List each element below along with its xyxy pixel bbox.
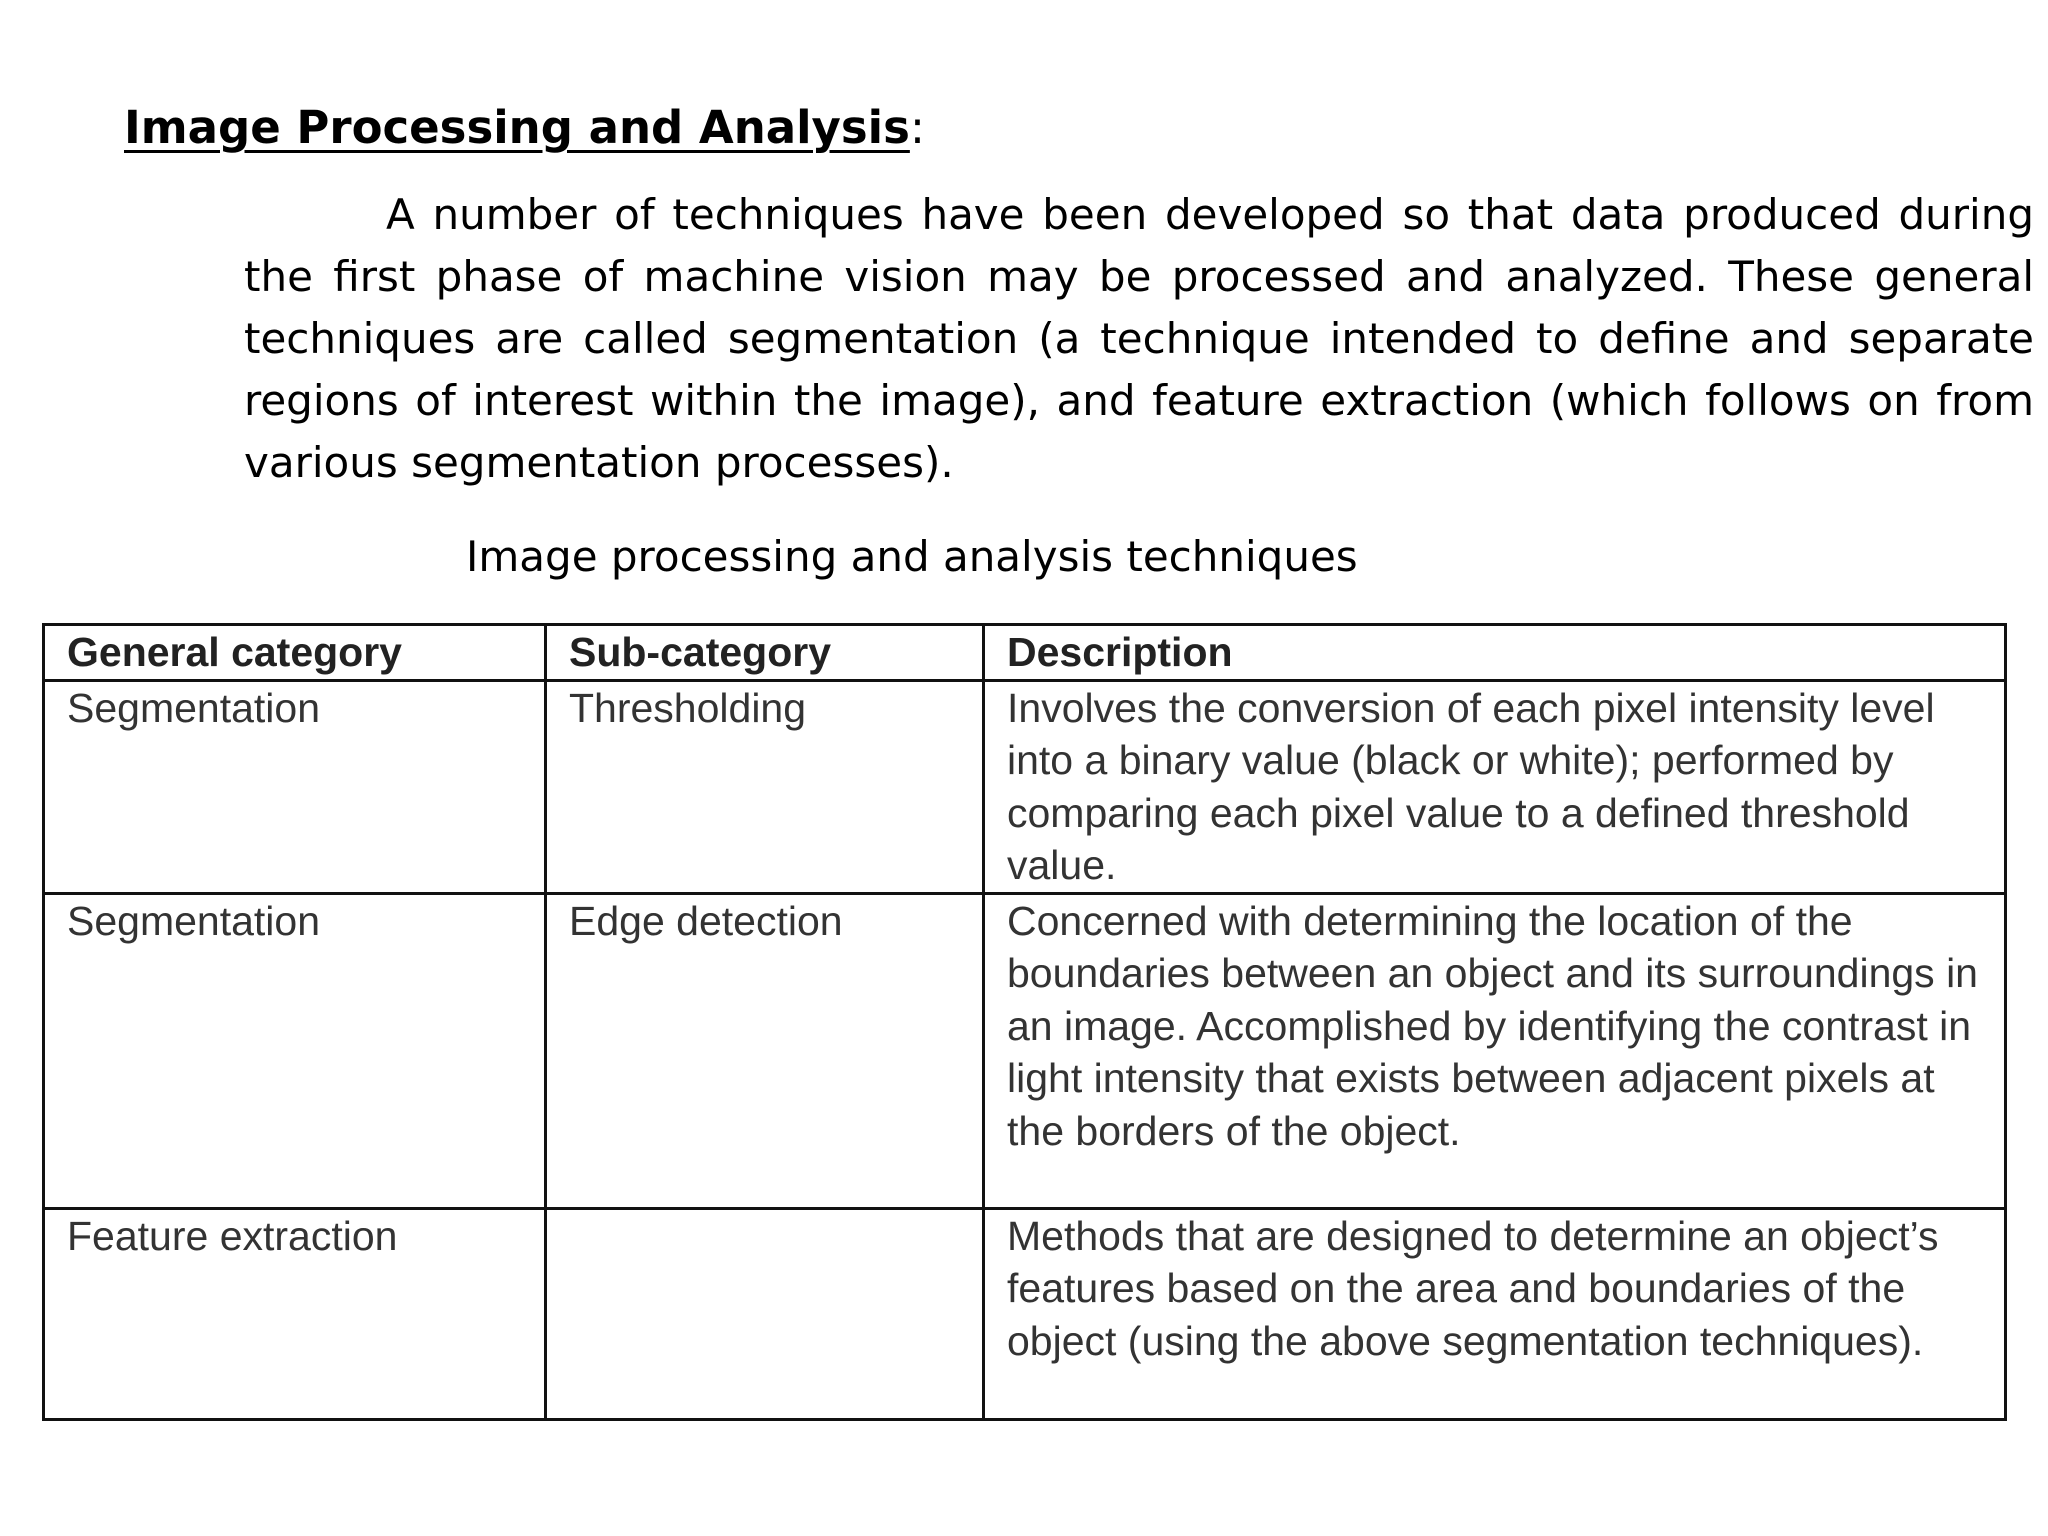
cell-sub-category (546, 1208, 984, 1419)
cell-description: Involves the conversion of each pixel intensity level into a binary value (black or white); performed by comparing each pixel value to a defined threshold value. (984, 680, 2006, 893)
table-row (44, 680, 2006, 893)
table-caption: Image processing and analysis techniques (466, 532, 1358, 581)
cell-description: Concerned with determining the location of the boundaries between an object and its surroundings in an image. Accomplished by identifying the contrast in light intensity that exists between adjacent pixels at the borders of the object. (984, 893, 2006, 1208)
header-description: Description (984, 625, 2006, 681)
section-title-colon: : (909, 101, 926, 154)
cell-general-category: Segmentation (44, 893, 546, 1208)
header-general-category: General category (44, 625, 546, 681)
cell-sub-category: Edge detection (546, 893, 984, 1208)
table-row (44, 893, 2006, 1208)
cell-sub-category: Thresholding (546, 680, 984, 893)
section-heading (124, 98, 925, 158)
section-title: Image Processing and Analysis (124, 101, 910, 154)
table-header-row (44, 625, 2006, 681)
cell-description: Methods that are designed to determine an object’s features based on the area and boundaries of the object (using the above segmentation techniques). (984, 1208, 2006, 1419)
cell-general-category: Feature extraction (44, 1208, 546, 1419)
techniques-table (42, 623, 2007, 1421)
table-row (44, 1208, 2006, 1419)
header-sub-category: Sub-category (546, 625, 984, 681)
cell-general-category: Segmentation (44, 680, 546, 893)
intro-paragraph: A number of techniques have been developed so that data produced during the first phase of machine vision may be processed and analyzed. These general techniques are called segmentation (a technique intended to define and separate regions of interest within the image), and feature extraction (which follows on from various segmentation processes). (244, 190, 2034, 487)
